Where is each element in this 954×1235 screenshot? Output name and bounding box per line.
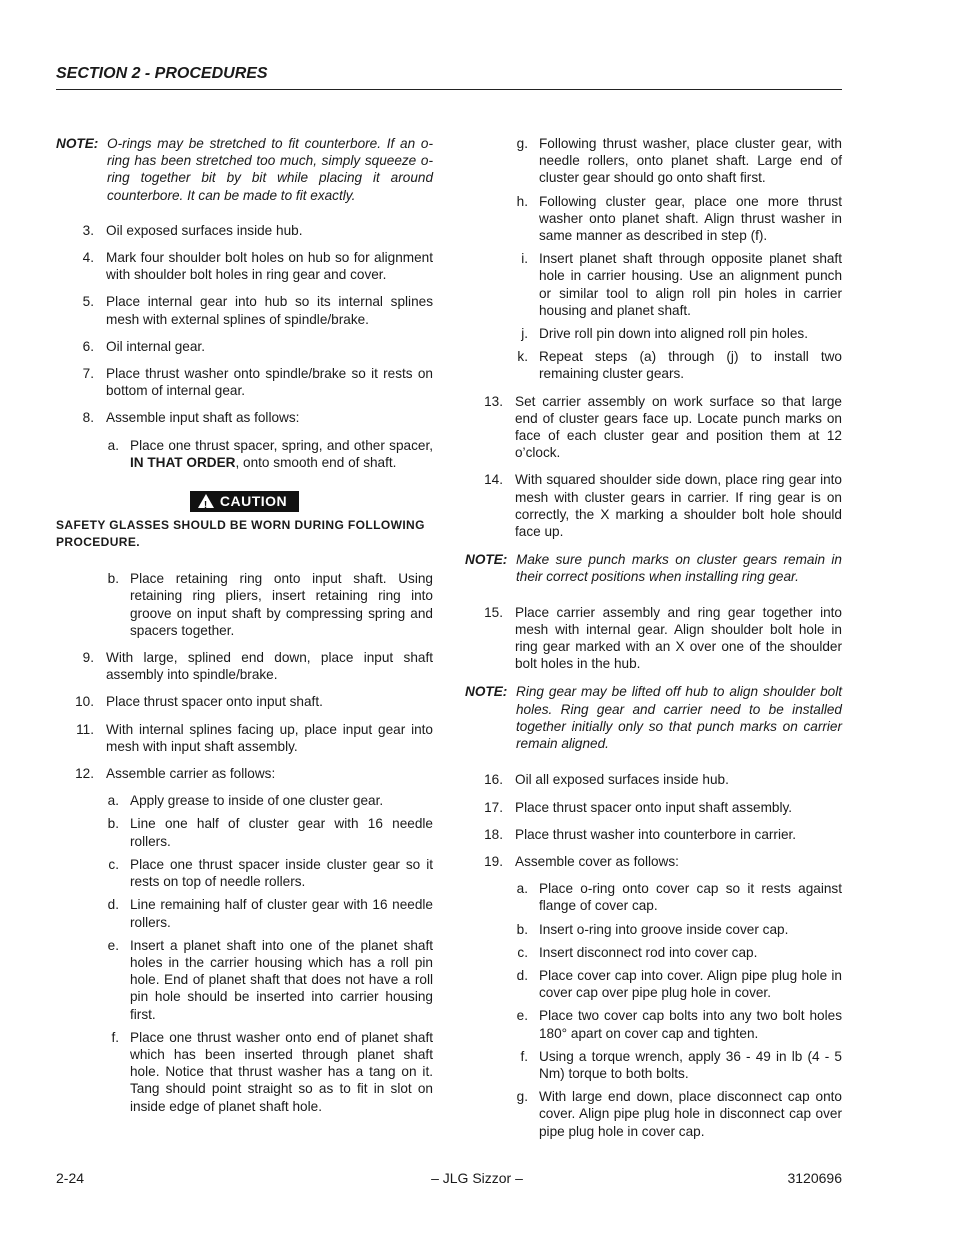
header-rule (56, 89, 842, 90)
step-12j: j. Drive roll pin down into aligned roll pin holes. (521, 326, 809, 342)
step-19e: e. Place two cover cap bolts into any two bolt holes 180° apart on cover cap and tighten. (516, 1008, 842, 1041)
note-label: NOTE: (465, 552, 508, 568)
note-label: NOTE: (465, 684, 508, 700)
section-header: SECTION 2 - PROCEDURES (56, 65, 268, 82)
step-15: 15. Place carrier assembly and ring gear together into mesh with internal gear. Align shoulder bolt hole in ring gear marked with an X over one of the shoulder bolt holes in the hub. (484, 604, 842, 672)
caution-banner: ! CAUTION (56, 491, 433, 512)
step-8a: a. Place one thrust spacer, spring, and other spacer, IN THAT ORDER, onto smooth end of shaft. (107, 437, 433, 470)
step-12: 12. Assemble carrier as follows: (75, 766, 276, 782)
note-text: Make sure punch marks on cluster gears remain in their correct positions when installing ring gear. (516, 552, 842, 585)
safety-warning: SAFETY GLASSES SHOULD BE WORN DURING FOLLOWING PROCEDURE. (56, 518, 425, 550)
step-17: 17. Place thrust spacer onto input shaft assembly. (484, 799, 793, 815)
step-19g: g. With large end down, place disconnect cap onto cover. Align pipe plug hole in disconnect cap over pipe plug hole in cover cap. (516, 1089, 842, 1139)
step-19b: b. Insert o-ring into groove inside cover cap. (516, 921, 789, 937)
step-4: 4. Mark four shoulder bolt holes on hub so for alignment with shoulder bolt holes in ring gear and cover. (82, 250, 433, 283)
step-19a: a. Place o-ring onto cover cap so it rests against flange of cover cap. (516, 881, 842, 914)
note-punch-marks (465, 551, 842, 585)
step-10: 10. Place thrust spacer onto input shaft. (75, 694, 323, 710)
left-column (56, 135, 433, 1115)
step-8: 8. Assemble input shaft as follows: (82, 410, 300, 426)
step-11: 11. With internal splines facing up, place input gear into mesh with input shaft assembly. (76, 721, 433, 754)
right-column (465, 135, 842, 1140)
note-label: NOTE: (56, 136, 99, 151)
document-number: 3120696 (787, 1170, 842, 1186)
note-text: O-rings may be stretched to fit counterbore. If an o-ring has been stretched too much, simply squeeze o-ring together bit by bit while placing it around counterbore. It can be made to fit exactly. (107, 136, 433, 203)
step-19f: f. Using a torque wrench, apply 36 - 49 in lb (4 - 5 Nm) torque to both bolts. (520, 1048, 842, 1081)
step-12h: h. Following cluster gear, place one more thrust washer onto planet shaft. Align thrust washer in same manner as described in step (f). (516, 193, 842, 244)
step-16: 16. Oil all exposed surfaces inside hub. (484, 772, 729, 788)
step-12d: d. Line remaining half of cluster gear with 16 needle rollers. (107, 897, 433, 930)
step-19d: d. Place cover cap into cover. Align pipe plug hole in cover cap over pipe plug hole in cover. (516, 967, 842, 1001)
step-14: 14. With squared shoulder side down, place ring gear into mesh with cluster gears in carrier. If ring gear is on correctly, the X marking a shoulder bolt hole should face up. (484, 472, 842, 540)
step-12f: f. Place one thrust washer onto end of planet shaft which has been inserted through planet shaft hole. Notice that thrust washer has a tang on it. Tang should point straight so as to fit in slot on inside edge of planet shaft hole. (111, 1029, 433, 1114)
step-6: 6. Oil internal gear. (82, 338, 205, 354)
step-12e: e. Insert a planet shaft into one of the planet shaft holes in the carrier housing which has a roll pin hole. End of planet shaft that does not have a roll pin hole should be inserted into carrier housing first. (107, 937, 433, 1022)
step-19c: c. Insert disconnect rod into cover cap. (517, 944, 758, 960)
footer-title: – JLG Sizzor – (431, 1170, 523, 1186)
step-12c: c. Place one thrust spacer inside cluster gear so it rests on top of needle rollers. (108, 856, 433, 890)
step-5: 5. Place internal gear into hub so its internal splines mesh with external splines of spindle/brake. (82, 294, 433, 327)
step-8b: b. Place retaining ring onto input shaft. Using retaining ring pliers, insert retaining ring into groove on input shaft by compressing spring and spacers together. (107, 571, 433, 638)
step-12a: a. Apply grease to inside of one cluster gear. (107, 793, 384, 809)
step-12k: k. Repeat steps (a) through (j) to install two remaining cluster gears. (517, 349, 842, 382)
step-12b: b. Line one half of cluster gear with 16 needle rollers. (107, 816, 433, 849)
step-13: 13. Set carrier assembly on work surface so that large end of cluster gears face up. Locate punch marks on face of each cluster gear and position them at 12 o’clock. (484, 393, 842, 461)
note-ring-gear (465, 683, 842, 752)
step-7: 7. Place thrust washer onto spindle/brake so it rests on bottom of internal gear. (82, 366, 433, 399)
note-text: Ring gear may be lifted off hub to align shoulder bolt holes. Ring gear and carrier need to be installed together initially only so that punch marks on carrier remain aligned. (516, 684, 842, 752)
step-9: 9. With large, splined end down, place input shaft assembly into spindle/brake. (82, 650, 433, 683)
note-orings (56, 135, 433, 204)
warning-icon: ! (198, 494, 214, 508)
step-19: 19. Assemble cover as follows: (484, 853, 679, 869)
step-18: 18. Place thrust washer into counterbore in carrier. (484, 826, 797, 842)
step-12g: g. Following thrust washer, place cluster gear, with needle rollers, onto planet shaft. Large end of cluster gear should go onto shaft first. (516, 136, 842, 186)
step-12i: i. Insert planet shaft through opposite planet shaft hole in carrier housing. Use an alignment punch or similar tool to align roll pin holes in carrier housing and planet shaft. (521, 251, 842, 318)
step-3: 3. Oil exposed surfaces inside hub. (82, 222, 303, 238)
page-number: 2-24 (56, 1170, 85, 1186)
